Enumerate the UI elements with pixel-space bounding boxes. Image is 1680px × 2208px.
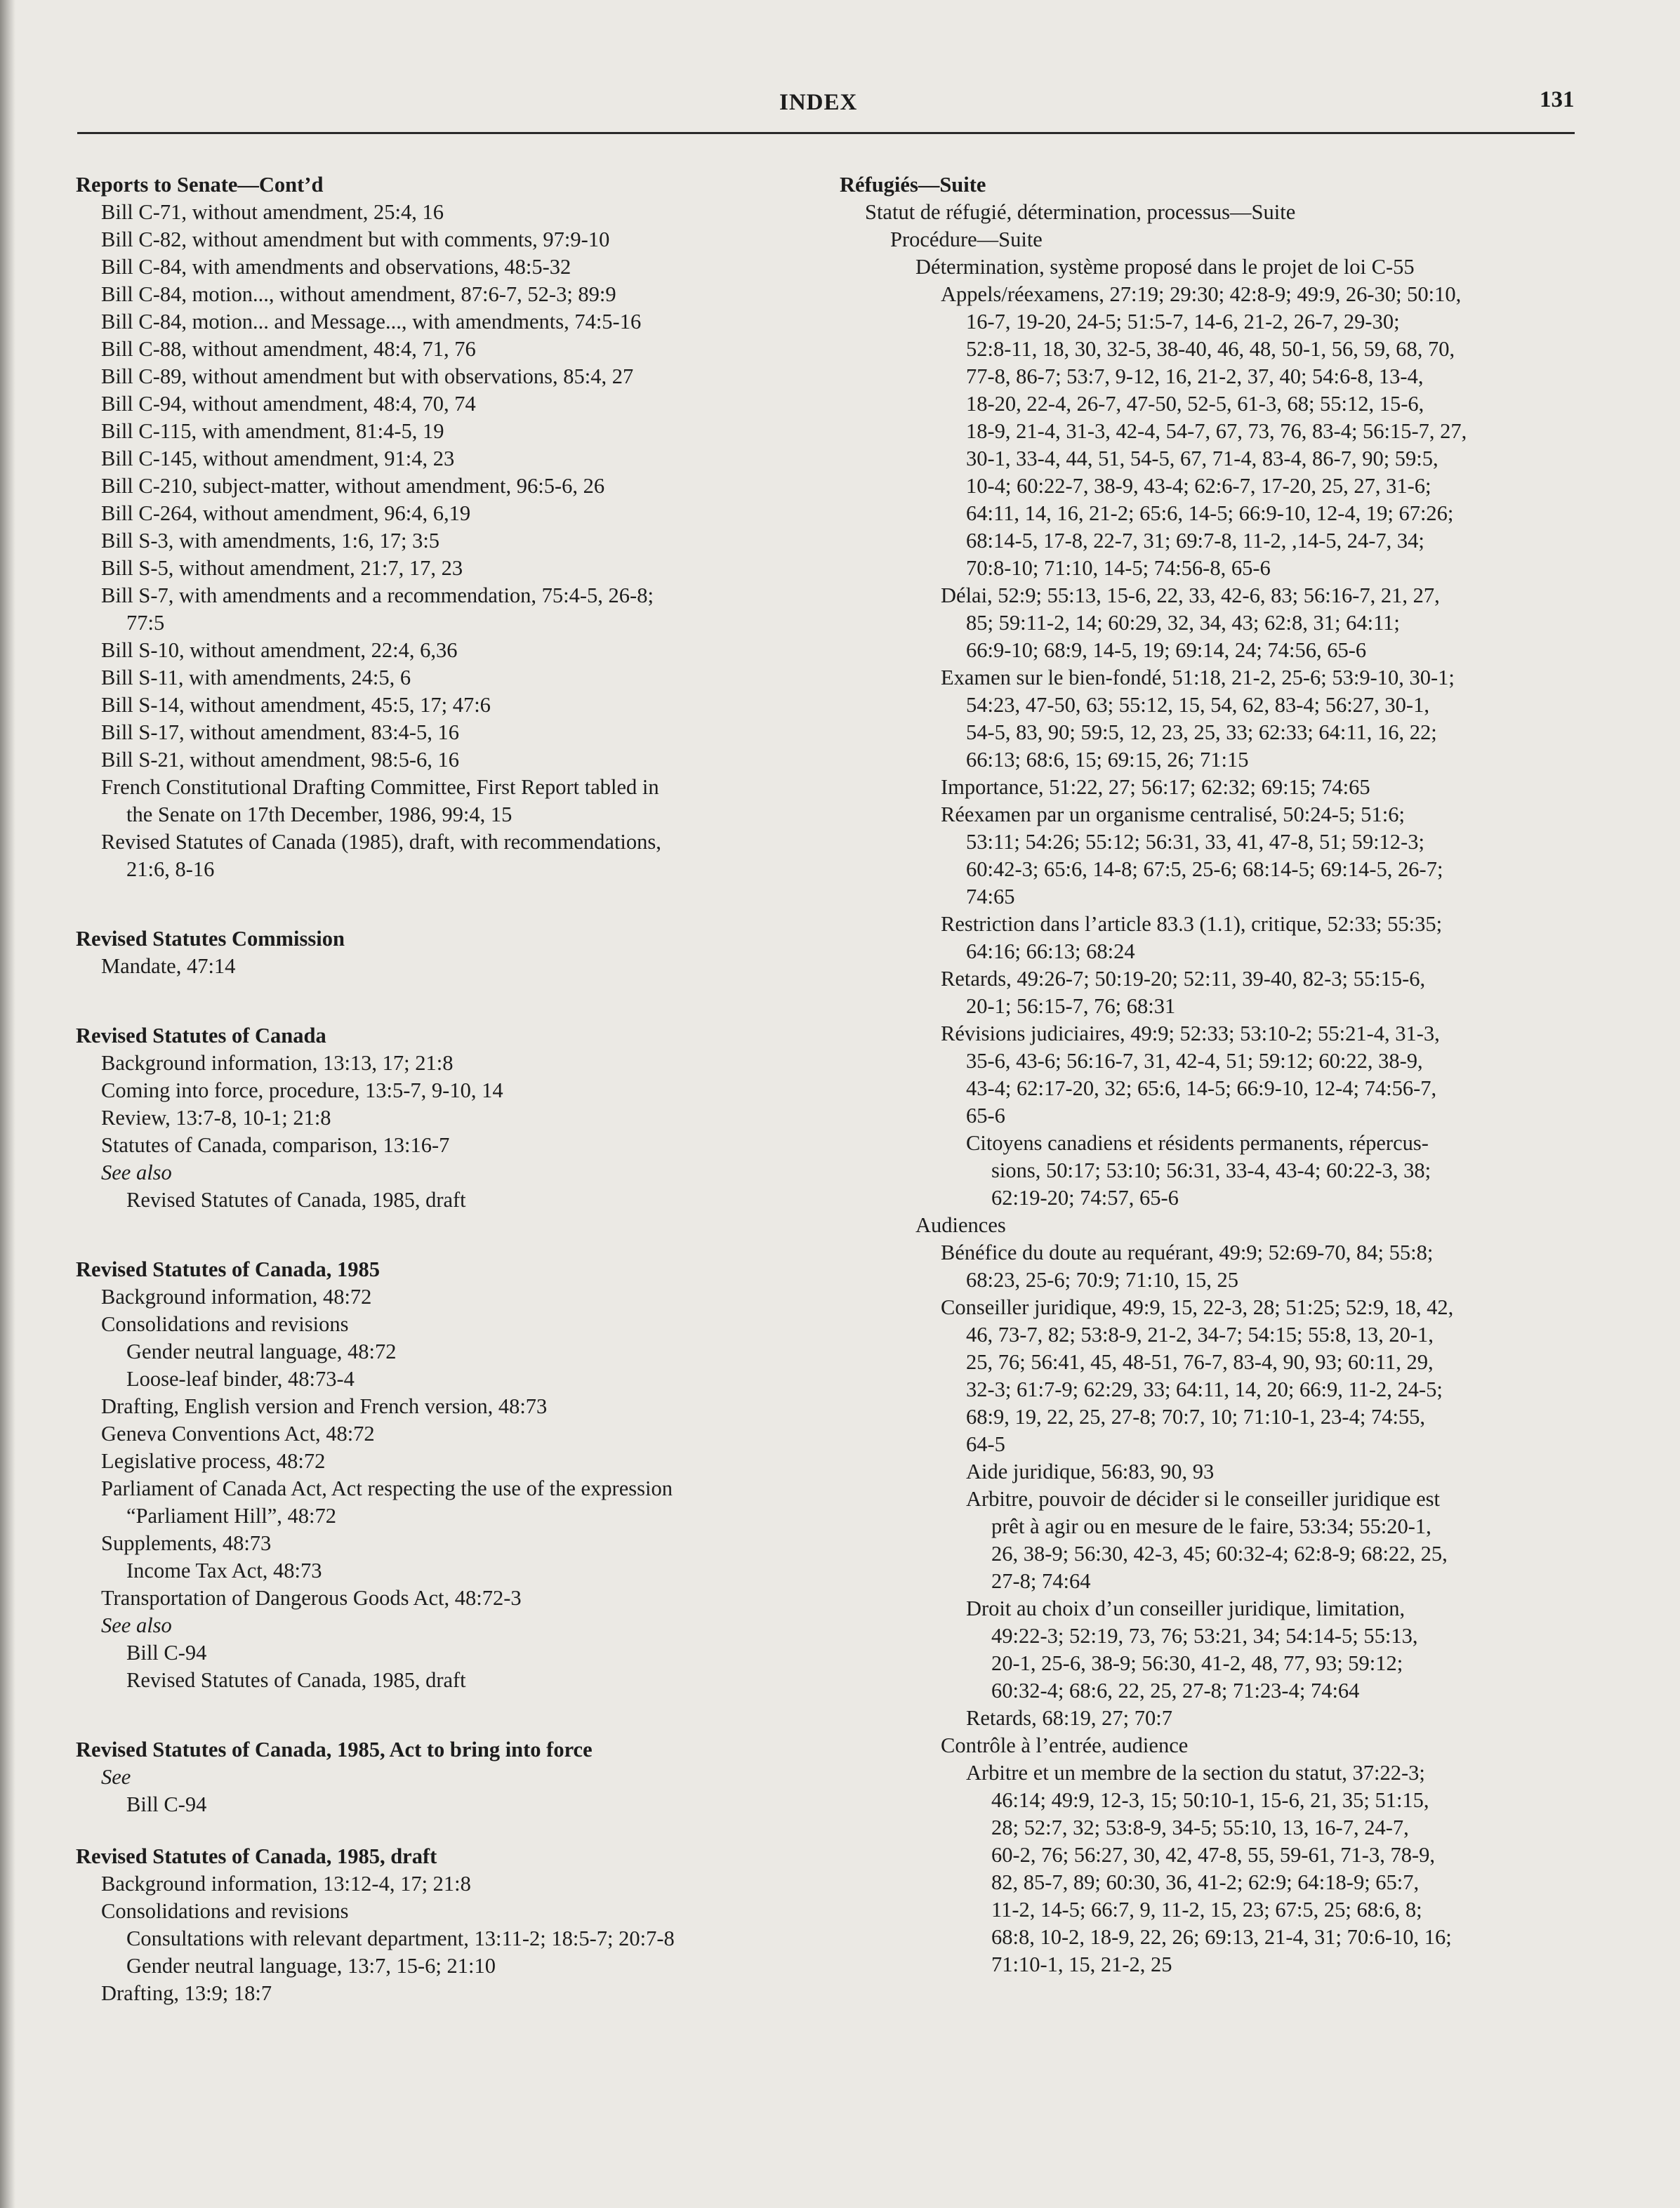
index-entry: the Senate on 17th December, 1986, 99:4, 15	[126, 802, 512, 826]
index-entry: 10-4; 60:22-7, 38-9, 43-4; 62:6-7, 17-20, 25, 27, 31-6;	[966, 474, 1431, 498]
index-entry: Restriction dans l’article 83.3 (1.1), critique, 52:33; 55:35;	[941, 912, 1443, 936]
index-entry: 65-6	[966, 1104, 1005, 1128]
index-entry: 43-4; 62:17-20, 32; 65:6, 14-5; 66:9-10, 12-4; 74:56-7,	[966, 1076, 1437, 1100]
index-entry: Examen sur le bien-fondé, 51:18, 21-2, 25-6; 53:9-10, 30-1;	[941, 666, 1455, 689]
index-entry: 70:8-10; 71:10, 14-5; 74:56-8, 65-6	[966, 556, 1271, 580]
index-entry: 27-8; 74:64	[991, 1569, 1091, 1593]
index-entry: Retards, 68:19, 27; 70:7	[966, 1706, 1172, 1730]
index-entry: 20-1, 25-6, 38-9; 56:30, 41-2, 48, 77, 93; 59:12;	[991, 1651, 1403, 1675]
index-entry: Contrôle à l’entrée, audience	[941, 1733, 1189, 1757]
index-entry: Drafting, 13:9; 18:7	[101, 1981, 272, 2005]
index-entry: 20-1; 56:15-7, 76; 68:31	[966, 994, 1176, 1018]
index-right-column	[840, 171, 1584, 1978]
page-number: 131	[1540, 87, 1575, 112]
index-entry: Legislative process, 48:72	[101, 1449, 326, 1473]
index-heading: Revised Statutes of Canada, 1985, Act to bring into force	[76, 1738, 593, 1761]
index-entry: 68:23, 25-6; 70:9; 71:10, 15, 25	[966, 1268, 1239, 1292]
index-heading: Revised Statutes of Canada, 1985	[76, 1257, 380, 1281]
index-entry: Background information, 13:12-4, 17; 21:8	[101, 1872, 471, 1896]
index-entry: Bill C-84, with amendments and observations, 48:5-32	[101, 255, 571, 279]
index-entry: Revised Statutes of Canada, 1985, draft	[126, 1188, 466, 1212]
index-entry: 26, 38-9; 56:30, 42-3, 45; 60:32-4; 62:8-9; 68:22, 25,	[991, 1542, 1448, 1566]
index-entry: 18-20, 22-4, 26-7, 47-50, 52-5, 61-3, 68; 55:12, 15-6,	[966, 392, 1424, 416]
index-entry: 85; 59:11-2, 14; 60:29, 32, 34, 43; 62:8, 31; 64:11;	[966, 611, 1400, 635]
index-entry: Audiences	[915, 1213, 1006, 1237]
index-entry: 77:5	[126, 611, 165, 635]
index-entry: 82, 85-7, 89; 60:30, 36, 41-2; 62:9; 64:18-9; 65:7,	[991, 1870, 1420, 1894]
index-entry: 74:65	[966, 885, 1015, 908]
index-entry: Revised Statutes of Canada, 1985, draft	[126, 1668, 466, 1692]
index-entry: Bill C-71, without amendment, 25:4, 16	[101, 200, 444, 224]
entry-spacer	[76, 1818, 820, 1843]
index-heading: Reports to Senate—Cont’d	[76, 173, 324, 197]
index-entry: 25, 76; 56:41, 45, 48-51, 76-7, 83-4, 90, 93; 60:11, 29,	[966, 1350, 1434, 1374]
index-heading: Revised Statutes of Canada, 1985, draft	[76, 1844, 437, 1868]
index-entry: Revised Statutes of Canada (1985), draft, with recommendations,	[101, 830, 661, 854]
index-heading: Revised Statutes of Canada	[76, 1024, 326, 1047]
index-entry: 60:32-4; 68:6, 22, 25, 27-8; 71:23-4; 74:64	[991, 1679, 1360, 1703]
index-entry: 32-3; 61:7-9; 62:29, 33; 64:11, 14, 20; 66:9, 11-2, 24-5;	[966, 1377, 1443, 1401]
entry-spacer	[76, 883, 820, 925]
index-entry: 16-7, 19-20, 24-5; 51:5-7, 14-6, 21-2, 26-7, 29-30;	[966, 310, 1400, 333]
index-entry: Appels/réexamens, 27:19; 29:30; 42:8-9; 49:9, 26-30; 50:10,	[941, 282, 1462, 306]
index-entry: Review, 13:7-8, 10-1; 21:8	[101, 1106, 331, 1130]
index-entry: 52:8-11, 18, 30, 32-5, 38-40, 46, 48, 50-1, 56, 59, 68, 70,	[966, 337, 1455, 361]
index-entry: Arbitre et un membre de la section du statut, 37:22-3;	[966, 1761, 1425, 1785]
index-entry: 35-6, 43-6; 56:16-7, 31, 42-4, 51; 59:12; 60:22, 38-9,	[966, 1049, 1423, 1073]
index-entry: 77-8, 86-7; 53:7, 9-12, 16, 21-2, 37, 40; 54:6-8, 13-4,	[966, 364, 1424, 388]
header-rule	[77, 132, 1575, 134]
index-entry: Arbitre, pouvoir de décider si le conseiller juridique est	[966, 1487, 1441, 1511]
index-entry: Consolidations and revisions	[101, 1312, 349, 1336]
entry-spacer	[76, 1694, 820, 1736]
index-heading: Réfugiés—Suite	[840, 173, 986, 197]
index-entry: Bill S-11, with amendments, 24:5, 6	[101, 666, 411, 689]
index-left-column	[76, 171, 820, 2007]
page-title: INDEX	[779, 90, 858, 115]
index-entry: Statut de réfugié, détermination, processus—Suite	[865, 200, 1296, 224]
index-entry: 60:42-3; 65:6, 14-8; 67:5, 25-6; 68:14-5; 69:14-5, 26-7;	[966, 857, 1443, 881]
index-entry: Background information, 13:13, 17; 21:8	[101, 1051, 454, 1075]
entry-spacer	[76, 980, 820, 1022]
index-entry: 66:13; 68:6, 15; 69:15, 26; 71:15	[966, 748, 1249, 772]
entry-spacer	[76, 1214, 820, 1256]
index-entry: 49:22-3; 52:19, 73, 76; 53:21, 34; 54:14-5; 55:13,	[991, 1624, 1418, 1648]
index-entry: Bill C-82, without amendment but with comments, 97:9-10	[101, 227, 610, 251]
index-entry: See	[101, 1765, 131, 1789]
index-entry: Importance, 51:22, 27; 56:17; 62:32; 69:15; 74:65	[941, 775, 1370, 799]
index-entry: 53:11; 54:26; 55:12; 56:31, 33, 41, 47-8, 51; 59:12-3;	[966, 830, 1424, 854]
index-entry: Consolidations and revisions	[101, 1899, 349, 1923]
index-entry: Bill S-21, without amendment, 98:5-6, 16	[101, 748, 459, 772]
index-entry: Gender neutral language, 48:72	[126, 1340, 397, 1363]
index-entry: Bill C-264, without amendment, 96:4, 6,19	[101, 501, 471, 525]
index-entry: 30-1, 33-4, 44, 51, 54-5, 67, 71-4, 83-4, 86-7, 90; 59:5,	[966, 447, 1438, 470]
index-entry: Bill C-84, motion... and Message..., with amendments, 74:5-16	[101, 310, 642, 333]
index-entry: 54-5, 83, 90; 59:5, 12, 23, 25, 33; 62:33; 64:11, 16, 22;	[966, 720, 1437, 744]
index-entry: Geneva Conventions Act, 48:72	[101, 1422, 375, 1446]
index-entry: Droit au choix d’un conseiller juridique, limitation,	[966, 1596, 1405, 1620]
index-entry: Bill S-7, with amendments and a recommendation, 75:4-5, 26-8;	[101, 583, 654, 607]
index-entry: 68:8, 10-2, 18-9, 22, 26; 69:13, 21-4, 31; 70:6-10, 16;	[991, 1925, 1452, 1949]
index-entry: 64:16; 66:13; 68:24	[966, 939, 1135, 963]
index-entry: Aide juridique, 56:83, 90, 93	[966, 1460, 1215, 1483]
index-entry: Bill C-94	[126, 1641, 207, 1665]
index-entry: Bill C-88, without amendment, 48:4, 71, 76	[101, 337, 476, 361]
index-entry: Bénéfice du doute au requérant, 49:9; 52:69-70, 84; 55:8;	[941, 1241, 1434, 1264]
index-entry: 64:11, 14, 16, 21-2; 65:6, 14-5; 66:9-10, 12-4, 19; 67:26;	[966, 501, 1454, 525]
index-heading: Revised Statutes Commission	[76, 927, 345, 951]
index-entry: Gender neutral language, 13:7, 15-6; 21:10	[126, 1954, 496, 1978]
index-entry: Conseiller juridique, 49:9, 15, 22-3, 28; 51:25; 52:9, 18, 42,	[941, 1295, 1454, 1319]
index-entry: 21:6, 8-16	[126, 857, 215, 881]
index-entry: Income Tax Act, 48:73	[126, 1559, 322, 1582]
index-entry: Bill S-14, without amendment, 45:5, 17; 47:6	[101, 693, 491, 717]
index-entry: Bill C-94, without amendment, 48:4, 70, 74	[101, 392, 476, 416]
index-entry: prêt à agir ou en mesure de le faire, 53:34; 55:20-1,	[991, 1514, 1431, 1538]
index-entry: Mandate, 47:14	[101, 954, 236, 978]
index-entry: Bill S-5, without amendment, 21:7, 17, 23	[101, 556, 463, 580]
index-entry: Bill C-115, with amendment, 81:4-5, 19	[101, 419, 444, 443]
index-entry: French Constitutional Drafting Committee, First Report tabled in	[101, 775, 659, 799]
index-entry: Bill C-84, motion..., without amendment, 87:6-7, 52-3; 89:9	[101, 282, 616, 306]
index-entry: Procédure—Suite	[890, 227, 1043, 251]
index-entry: Supplements, 48:73	[101, 1531, 272, 1555]
index-entry: 11-2, 14-5; 66:7, 9, 11-2, 15, 23; 67:5, 25; 68:6, 8;	[991, 1898, 1422, 1922]
index-entry: Délai, 52:9; 55:13, 15-6, 22, 33, 42-6, 83; 56:16-7, 21, 27,	[941, 583, 1440, 607]
index-entry: Bill C-89, without amendment but with observations, 85:4, 27	[101, 364, 634, 388]
index-entry: 46:14; 49:9, 12-3, 15; 50:10-1, 15-6, 21, 35; 51:15,	[991, 1788, 1429, 1812]
index-entry: 46, 73-7, 82; 53:8-9, 21-2, 34-7; 54:15; 55:8, 13, 20-1,	[966, 1323, 1434, 1347]
index-entry: Background information, 48:72	[101, 1285, 372, 1309]
index-entry: Bill S-17, without amendment, 83:4-5, 16	[101, 720, 459, 744]
index-entry: 18-9, 21-4, 31-3, 42-4, 54-7, 67, 73, 76, 83-4; 56:15-7, 27,	[966, 419, 1467, 443]
index-entry: Détermination, système proposé dans le projet de loi C-55	[915, 255, 1415, 279]
index-entry: Réexamen par un organisme centralisé, 50:24-5; 51:6;	[941, 802, 1405, 826]
index-entry: Drafting, English version and French version, 48:73	[101, 1394, 548, 1418]
index-entry: 71:10-1, 15, 21-2, 25	[991, 1952, 1172, 1976]
index-entry: 54:23, 47-50, 63; 55:12, 15, 54, 62, 83-4; 56:27, 30-1,	[966, 693, 1429, 717]
index-entry: See also	[101, 1161, 172, 1184]
index-entry: 28; 52:7, 32; 53:8-9, 34-5; 55:10, 13, 16-7, 24-7,	[991, 1816, 1409, 1839]
index-entry: Retards, 49:26-7; 50:19-20; 52:11, 39-40, 82-3; 55:15-6,	[941, 967, 1426, 991]
index-entry: Bill S-10, without amendment, 22:4, 6,36	[101, 638, 458, 662]
index-entry: Statutes of Canada, comparison, 13:16-7	[101, 1133, 450, 1157]
index-entry: Citoyens canadiens et résidents permanents, répercus-	[966, 1131, 1429, 1155]
index-entry: Bill C-94	[126, 1792, 207, 1816]
book-spine-edge	[0, 0, 15, 2208]
index-entry: “Parliament Hill”, 48:72	[126, 1504, 336, 1528]
index-entry: Parliament of Canada Act, Act respecting the use of the expression	[101, 1476, 673, 1500]
index-entry: See also	[101, 1613, 172, 1637]
index-entry: Bill C-210, subject-matter, without amendment, 96:5-6, 26	[101, 474, 605, 498]
index-entry: 60-2, 76; 56:27, 30, 42, 47-8, 55, 59-61, 71-3, 78-9,	[991, 1843, 1435, 1867]
index-entry: sions, 50:17; 53:10; 56:31, 33-4, 43-4; 60:22-3, 38;	[991, 1158, 1431, 1182]
index-entry: Bill S-3, with amendments, 1:6, 17; 3:5	[101, 529, 440, 553]
index-entry: 64-5	[966, 1432, 1005, 1456]
index-entry: Coming into force, procedure, 13:5-7, 9-10, 14	[101, 1078, 503, 1102]
index-entry: 62:19-20; 74:57, 65-6	[991, 1186, 1179, 1210]
index-entry: 66:9-10; 68:9, 14-5, 19; 69:14, 24; 74:56, 65-6	[966, 638, 1367, 662]
index-entry: Loose-leaf binder, 48:73-4	[126, 1367, 355, 1391]
index-entry: 68:9, 19, 22, 25, 27-8; 70:7, 10; 71:10-1, 23-4; 74:55,	[966, 1405, 1426, 1429]
index-entry: Transportation of Dangerous Goods Act, 48:72-3	[101, 1586, 522, 1610]
index-entry: 68:14-5, 17-8, 22-7, 31; 69:7-8, 11-2, ,14-5, 24-7, 34;	[966, 529, 1424, 553]
index-entry: Révisions judiciaires, 49:9; 52:33; 53:10-2; 55:21-4, 31-3,	[941, 1022, 1440, 1045]
index-entry: Consultations with relevant department, 13:11-2; 18:5-7; 20:7-8	[126, 1926, 675, 1950]
index-entry: Bill C-145, without amendment, 91:4, 23	[101, 447, 455, 470]
